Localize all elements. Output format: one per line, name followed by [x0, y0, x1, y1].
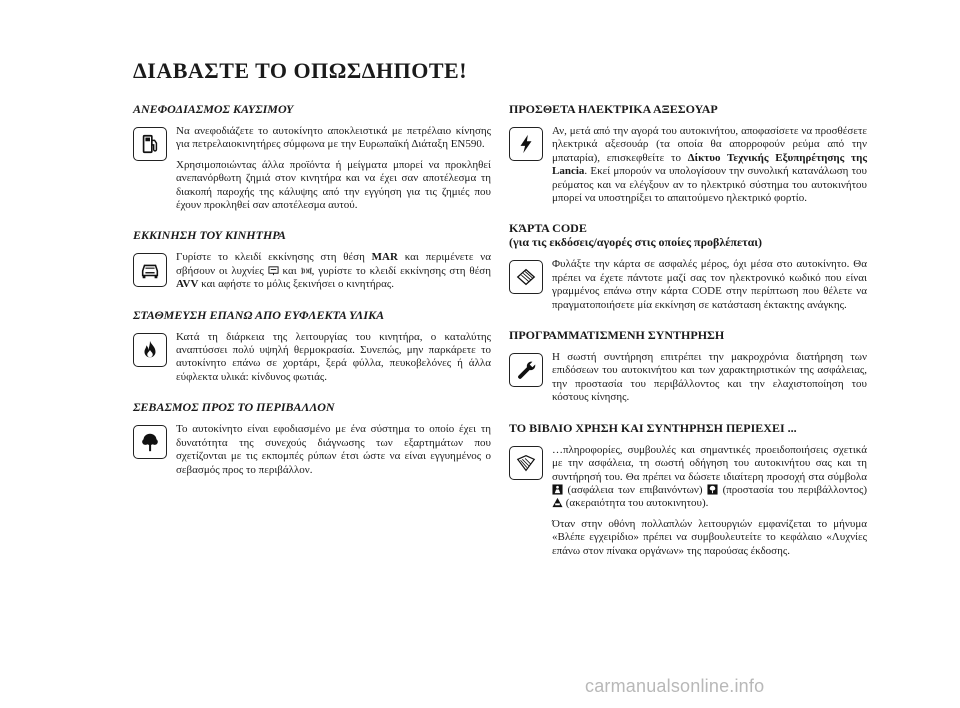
book-paragraph-1: …πληροφορίες, συμβουλές και σημαντικές προειδοποιήσεις σχετικά με την ασφάλεια, τη σωστή οδήγηση του αυτοκινήτου σας και τη συντήρησή του. Θα πρέπει να δώσετε ιδιαίτερη προσοχή στα σύμβολα (ασφάλεια των επιβαινόντων) (προστασία του περιβάλλοντος) (ακεραιότητα του αυτοκινητου).: [552, 443, 867, 510]
section-heading: ΣΕΒΑΣΜΟΣ ΠΡΟΣ ΤΟ ΠΕΡΙΒΑΛΛΟΝ: [133, 400, 335, 415]
parking-paragraph: Κατά τη διάρκεια της λειτουργίας του κινητήρα, ο καταλύτης αναπτύσσει πολύ υψηλή θερμοκρασία. Συνεπώς, μην παρκάρετε το αυτοκίνητο επάνω σε χορτάρι, ξερά φύλλα, πευκοβελόνες ή άλλα εύφλεκτα υλικά: κίνδυνος φωτιάς.: [176, 330, 491, 383]
section-heading: ΠΡΟΣΘΕΤΑ ΗΛΕΚΤΡΙΚΑ ΑΞΕΣΟΥΑΡ: [509, 102, 718, 116]
tree-icon: [133, 425, 167, 459]
book-icon: [509, 446, 543, 480]
refuel-paragraph-2: Χρησιμοποιώντας άλλα προϊόντα ή μείγματα μπορεί να προκληθεί ανεπανόρθωτη ζημιά στον κινητήρα και να έχει σαν αποτέλεσμα τη διακοπή παροχής της κάλυψης από την εγγύηση για τις ζημιές που έχουν προκληθεί σαν αποτέλεσμα αυτού.: [176, 158, 491, 212]
refuel-paragraph-1: Να ανεφοδιάζετε το αυτοκίνητο αποκλειστικά με πετρέλαιο κίνησης για πετρελαιοκινητήρες σύμφωνα με την Ευρωπαϊκή Διάταξη EN590.: [176, 125, 491, 151]
wrench-icon: [509, 353, 543, 387]
mar-position: MAR: [371, 251, 398, 264]
section-heading: ΠΡΟΓΡΑΜΜΑΤΙΣΜΕΝΗ ΣΥΝΤΗΡΗΣΗ: [509, 328, 725, 343]
section-parking: [133, 308, 491, 385]
section-maintenance: [509, 328, 867, 405]
fuel-pump-icon: [133, 127, 167, 161]
section-environment: [133, 400, 491, 477]
car-front-icon: [133, 253, 167, 287]
section-refuel: [133, 102, 491, 212]
watermark: carmanualsonline.info: [585, 676, 765, 696]
flame-icon: [133, 333, 167, 367]
lightning-bolt-icon: [509, 127, 543, 161]
section-electrical: [509, 102, 867, 205]
passenger-safety-icon: [552, 484, 563, 495]
warning-lamp-icon: [268, 265, 279, 276]
book-paragraph-2: Όταν στην οθόνη πολλαπλών λειτουργιών εμφανίζεται το μήνυμα «Βλέπε εγχειρίδιο» πρέπει να συμβουλευτείτε το κεφάλαιο «Λυχνίες επάνω στον πίνακα οργάνων» της παρούσας έκδοσης.: [552, 517, 867, 557]
avv-position: AVV: [176, 278, 199, 291]
electrical-paragraph: Αν, μετά από την αγορά του αυτοκινήτου, αποφασίσετε να προσθέσετε ηλεκτρικά αξεσουάρ (τα οποία θα απορροφούν ρεύμα από την μπαταρία), επισκεφθείτε το Δίκτυο Τεχνικής Εξυπηρέτησης της Lancia. Εκεί μπορούν να υπολογίσουν την συνολική κατανάλωση του ρεύματος και να ελέγξουν αν το ηλεκτρικό σύστημα του αυτοκινήτου μπορεί να υποστηρίξει το απαιτούμενο ηλεκτρικό φορτίο.: [552, 125, 868, 205]
left-column: [133, 102, 491, 493]
maintenance-paragraph: Η σωστή συντήρηση επιτρέπει την μακροχρόνια διατήρηση των επιδόσεων του αυτοκινήτου και των χαρακτηριστικών της ασφάλειας, την προστασία του περιβάλλοντος και την ελαχιστοποίηση του κόστους κίνησης.: [552, 351, 867, 404]
glow-plug-icon: [301, 265, 312, 276]
section-engine-start: [133, 228, 491, 291]
lancia-service-network: Δίκτυο Τεχνικής Εξυπηρέτησης της Lancia: [552, 151, 868, 178]
right-column: [509, 102, 867, 574]
engine-start-paragraph: Γυρίστε το κλειδί εκκίνησης στη θέση MAR και περιμένετε να σβήσουν οι λυχνίες και , γυρίστε το κλειδί εκκίνησης στη θέση AVV και αφήστε το μόλις ξεκινήσει ο κινητήρας.: [176, 251, 491, 291]
section-heading: ΑΝΕΦΟΔΙΑΣΜΟΣ ΚΑΥΣΙΜΟΥ: [133, 102, 294, 116]
environment-protection-icon: [707, 484, 718, 495]
code-card-paragraph: Φυλάξτε την κάρτα σε ασφαλές μέρος, όχι μέσα στο αυτοκίνητο. Θα πρέπει να έχετε πάντοτε μαζί σας τον ηλεκτρονικό κωδικό που είναι γραμμένος επάνω στην κάρτα CODE στην περίπτωση που θέλετε να πραγματοποιήσετε μία εκκίνηση σε κατάσταση έκτακτης ανάγκης.: [552, 258, 867, 311]
vehicle-integrity-icon: [552, 497, 563, 508]
section-code-card: [509, 221, 867, 312]
section-heading: ΤΟ ΒΙΒΛΙΟ ΧΡΗΣΗ ΚΑΙ ΣΥΝΤΗΡΗΣΗ ΠΕΡΙΕΧΕΙ ...: [509, 420, 797, 435]
section-subheading: (για τις εκδόσεις/αγορές στις οποίες προβλέπεται): [509, 235, 763, 250]
section-heading: ΕΚΚΙΝΗΣΗ ΤΟΥ ΚΙΝΗΤΗΡΑ: [133, 228, 286, 243]
section-book-contents: [509, 421, 867, 558]
section-heading: ΚΆΡΤΑ CODE (για τις εκδόσεις/αγορές στις οποίες προβλέπεται): [509, 221, 867, 249]
environment-paragraph: Το αυτοκίνητο είναι εφοδιασμένο με ένα σύστημα το οποίο έχει τη δυνατότητα της συνεχούς διάγνωσης των εξαρτημάτων που σχετίζονται με τις εκπομπές ρύπων έτσι ώστε να είναι εγγυημένος ο σεβασμός προς το περιβάλλον.: [176, 423, 491, 476]
code-card-icon: [509, 260, 543, 294]
page-title: ΔΙΑΒΑΣΤΕ ΤΟ ΟΠΩΣΔΗΠΟΤΕ!: [133, 58, 468, 83]
section-heading: ΣΤΑΘΜΕΥΣΗ ΕΠΑΝΩ ΑΠΟ ΕΥΦΛΕΚΤΑ ΥΛΙΚΑ: [133, 307, 385, 322]
